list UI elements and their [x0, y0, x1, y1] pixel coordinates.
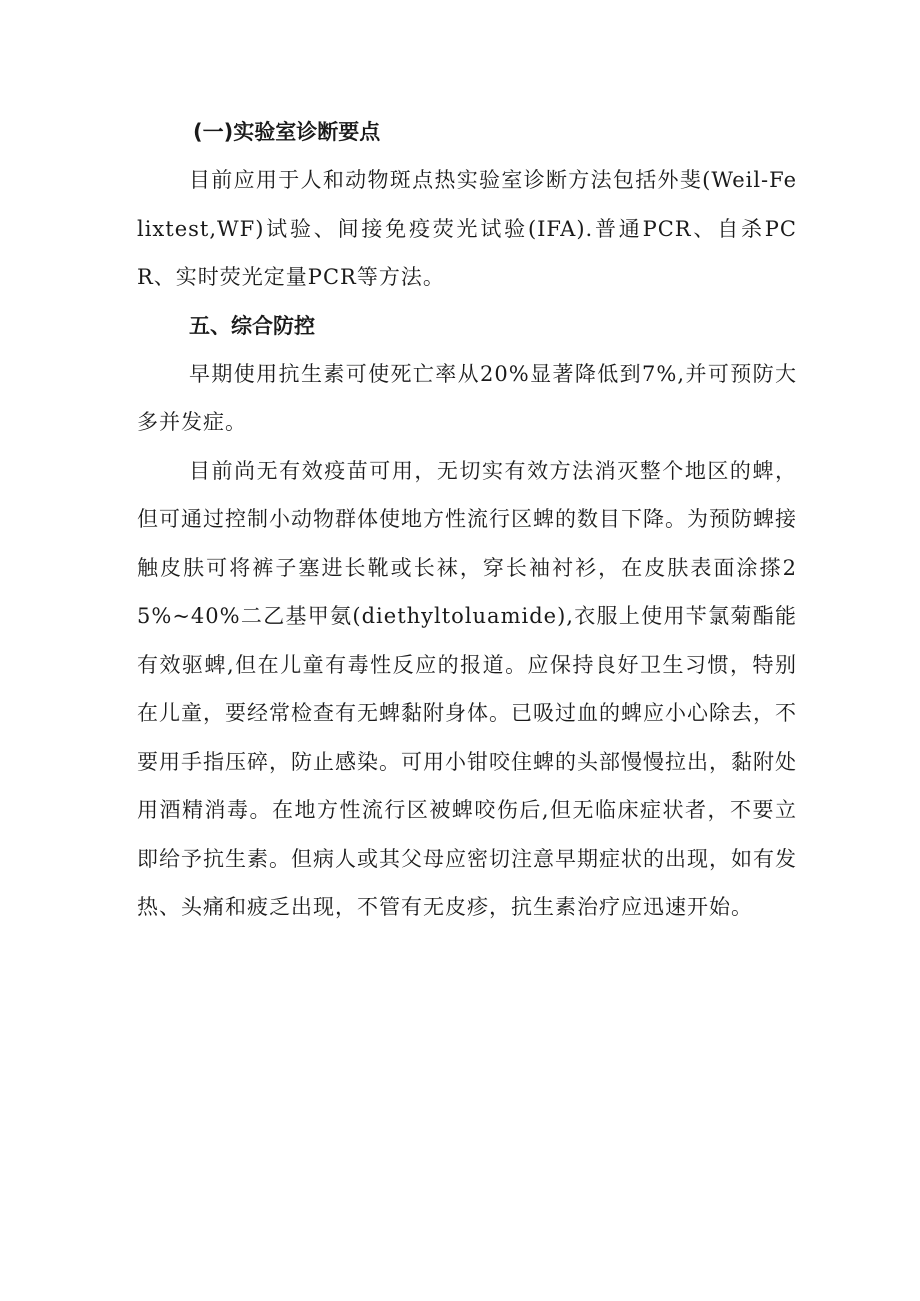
- section-heading-prevention: 五、综合防控: [189, 313, 315, 338]
- document-page: [137, 108, 797, 932]
- paragraph-antibiotics: 早期使用抗生素可使死亡率从20%显著降低到7%,并可预防大多并发症。: [137, 361, 797, 434]
- paragraph-lab-methods: 目前应用于人和动物斑点热实验室诊断方法包括外斐(Weil-Felixtest,WF)试验、间接免疫荧光试验(IFA).普通PCR、自杀PCR、实时荧光定量PCR等方法。: [137, 168, 797, 289]
- paragraph-control-measures: 目前尚无有效疫苗可用，无切实有效方法消灭整个地区的蜱，但可通过控制小动物群体使地方性流行区蜱的数目下降。为预防蜱接触皮肤可将裤子塞进长靴或长袜，穿长袖衬衫，在皮肤表面涂搽25%~40%二乙基甲氨(diethyltoluamide),衣服上使用苄氯菊酯能有效驱蜱,但在儿童有毒性反应的报道。应保持良好卫生习惯，特别在儿童，要经常检查有无蜱黏附身体。已吸过血的蜱应小心除去，不要用手指压碎，防止感染。可用小钳咬住蜱的头部慢慢拉出，黏附处用酒精消毒。在地方性流行区被蜱咬伤后,但无临床症状者，不要立即给予抗生素。但病人或其父母应密切注意早期症状的出现，如有发热、头痛和疲乏出现，不管有无皮疹，抗生素治疗应迅速开始。: [137, 458, 797, 919]
- section-heading-lab-diagnosis: (一)实验室诊断要点: [193, 120, 381, 144]
